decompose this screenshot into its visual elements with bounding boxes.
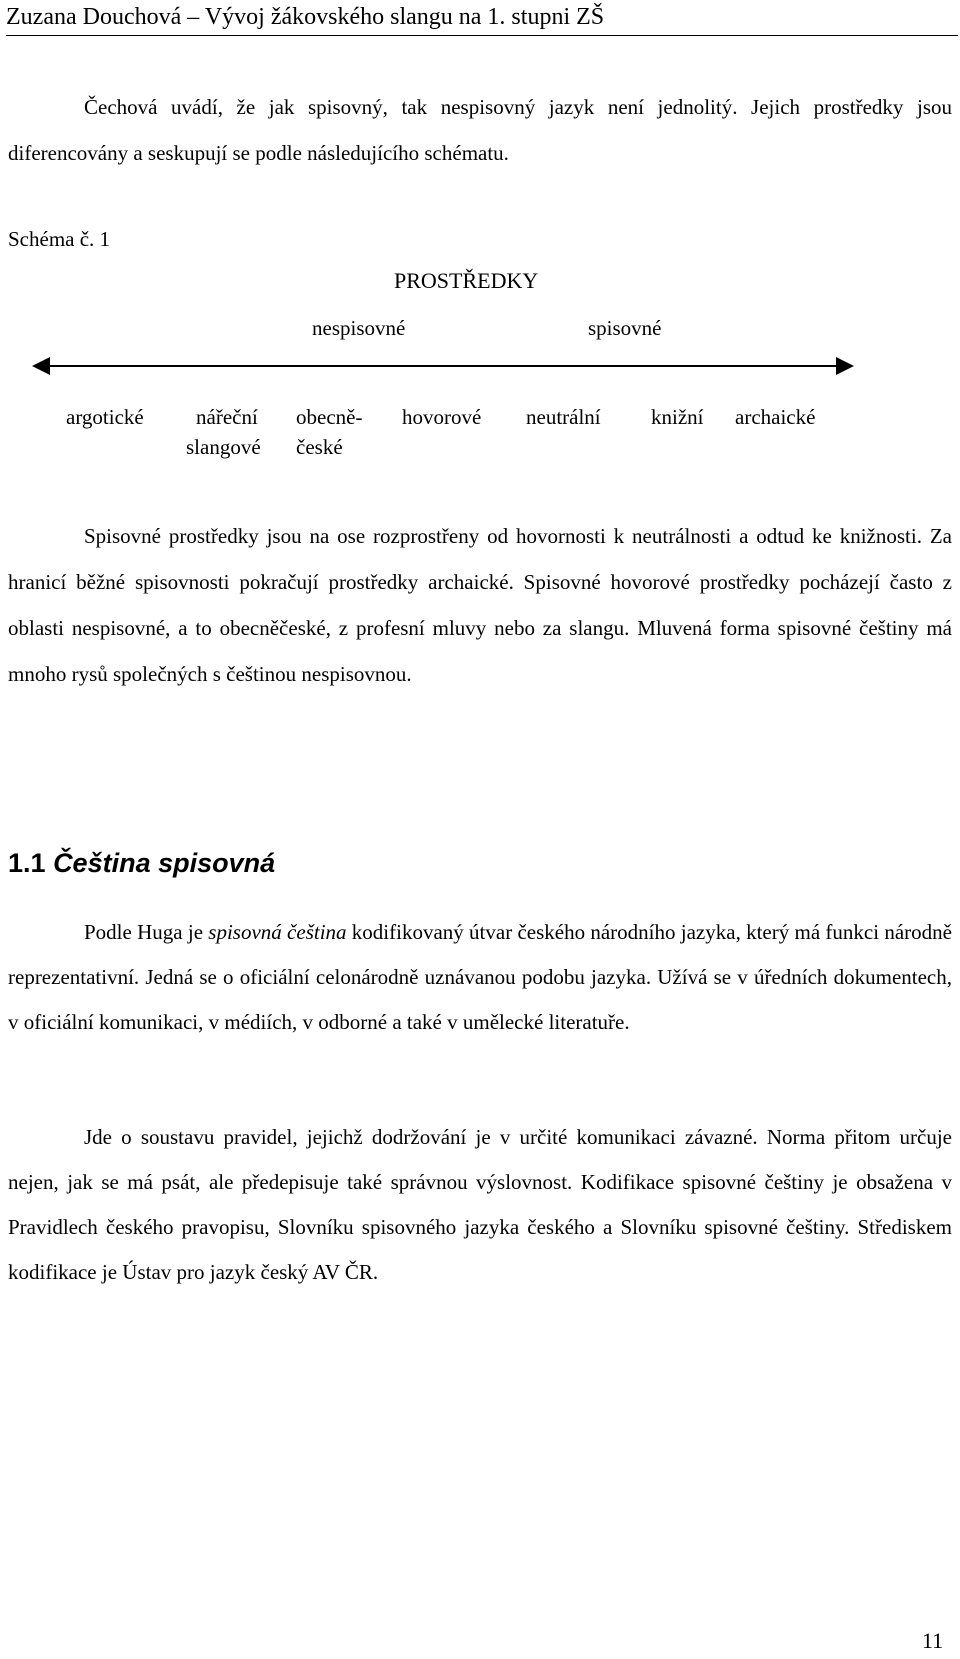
section-number: 1.1 bbox=[8, 848, 46, 878]
scheme-arrow-right-head bbox=[836, 357, 854, 375]
scheme-category-archaic: archaické bbox=[735, 405, 816, 429]
running-header: Zuzana Douchová – Vývoj žákovského slangu na 1. stupni ZŠ bbox=[6, 4, 605, 30]
paragraph-definition bbox=[8, 910, 952, 1045]
scheme-category-bookish: knižní bbox=[651, 405, 704, 429]
paragraph-definition-start: Podle Huga je bbox=[84, 920, 209, 944]
scheme-category-slang: slangové bbox=[186, 435, 261, 459]
scheme-group-standard: spisovné bbox=[588, 316, 662, 340]
scheme-caption: Schéma č. 1 bbox=[8, 227, 111, 251]
paragraph-standard-means: Spisovné prostředky jsou na ose rozprostřeny od hovornosti k neutrálnosti a odtud ke knižnosti. Za hranicí běžné spisovnosti pokračují prostředky archaické. Spisovné hovorové prostředky pocházejí často z oblasti nespisovné, a to obecněčeské, z profesní mluvy nebo za slangu. Mluvená forma spisovné češtiny má mnoho rysů společných s češtinou nespisovnou. bbox=[8, 524, 952, 686]
scheme-category-common-czech-2: české bbox=[296, 435, 343, 459]
scheme-category-common-czech-1: obecně- bbox=[296, 405, 363, 429]
paragraph-definition-rest: kodifikovaný útvar českého národního jazyka, který má funkci národně reprezentativní. Jedná se o oficiální celonárodně uznávanou podobu jazyka. Užívá se v úředních dokumentech, v oficiální komunikaci, v médiích, v odborné a také v umělecké literatuře. bbox=[8, 920, 952, 1034]
scheme-axis-line bbox=[48, 365, 838, 367]
scheme-category-neutral: neutrální bbox=[526, 405, 601, 429]
scheme-category-argot: argotické bbox=[66, 405, 144, 429]
scheme-title: PROSTŘEDKY bbox=[394, 268, 539, 293]
paragraph-codification: Jde o soustavu pravidel, jejichž dodržování je v určité komunikaci závazné. Norma přitom určuje nejen, jak se má psát, ale předepisuje také správnou výslovnost. Kodifikace spisovné češtiny je obsažena v Pravidlech českého pravopisu, Slovníku spisovného jazyka českého a Slovníku spisovné češtiny. Střediskem kodifikace je Ústav pro jazyk český AV ČR. bbox=[8, 1125, 952, 1284]
scheme-category-colloquial: hovorové bbox=[402, 405, 482, 429]
scheme-group-nonstandard: nespisovné bbox=[312, 316, 406, 340]
section-title: Čeština spisovná bbox=[53, 848, 276, 878]
term-standard-czech: spisovná čeština bbox=[208, 920, 347, 944]
header-rule bbox=[6, 35, 958, 36]
page-number: 11 bbox=[922, 1628, 944, 1653]
intro-paragraph: Čechová uvádí, že jak spisovný, tak nespisovný jazyk není jednolitý. Jejich prostředky jsou diferencovány a seskupují se podle následujícího schématu. bbox=[8, 95, 952, 165]
section-heading bbox=[8, 846, 275, 880]
scheme-category-dialect: nářeční bbox=[196, 405, 258, 429]
